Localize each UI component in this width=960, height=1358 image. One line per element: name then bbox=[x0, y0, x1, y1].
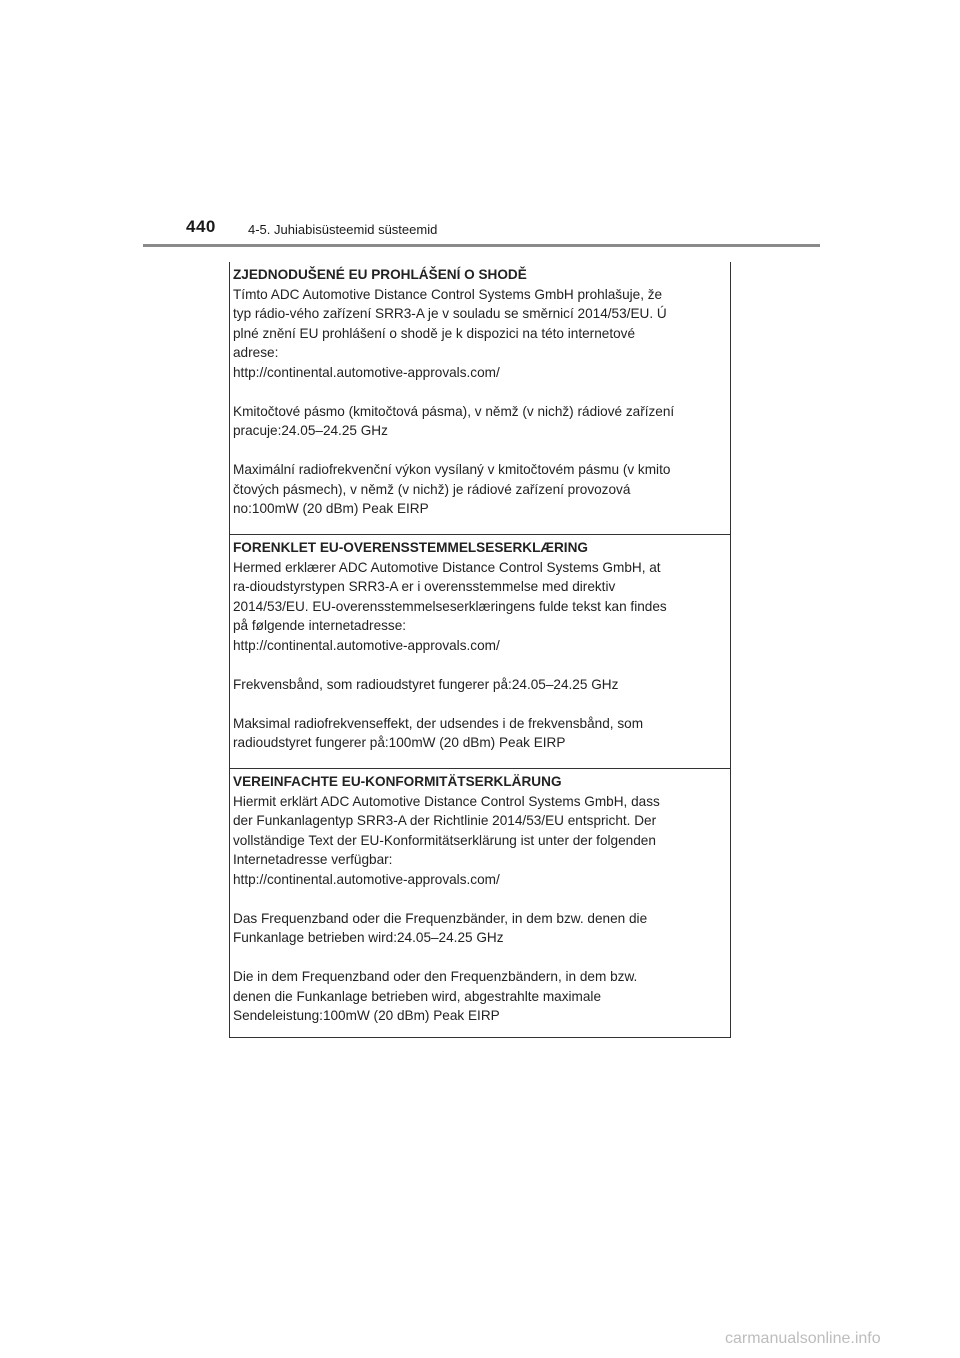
paragraph-spacer bbox=[233, 694, 727, 714]
declaration-section-danish bbox=[230, 534, 730, 768]
declaration-paragraph: Tímto ADC Automotive Distance Control Systems GmbH prohlašuje, že typ rádio-vého zařízení SRR3-A je v souladu se směrnicí 2014/53/EU. Ú plné znění EU prohlášení o shodě je k dispozici na této internetové adrese: http://continental.automotive-approvals.com/ bbox=[233, 286, 667, 380]
frequency-band-paragraph: Frekvensbånd, som radioudstyret fungerer på:24.05–24.25 GHz bbox=[233, 676, 619, 692]
section-title: 4-5. Juhiabisüsteemid süsteemid bbox=[248, 222, 438, 237]
max-power-paragraph: Die in dem Frequenzband oder den Frequenzbändern, in dem bzw. denen die Funkanlage betrieben wird, abgestrahlte maximale Sendeleistung:100mW (20 dBm) Peak EIRP bbox=[233, 969, 638, 1023]
watermark: carmanualsonline.info bbox=[725, 1330, 881, 1347]
declaration-paragraph: Hermed erklærer ADC Automotive Distance Control Systems GmbH, at ra-dioudstyrstypen SRR3-A er i overensstemmelse med direktiv 2014/53/EU. EU-overensstemmelseserklæringens fulde tekst kan findes på følgende internetadresse: http://continental.automotive-approvals.com/ bbox=[233, 559, 667, 653]
section-heading: ZJEDNODUŠENÉ EU PROHLÁŠENÍ O SHODĚ bbox=[233, 267, 527, 282]
frequency-band-paragraph: Das Frequenzband oder die Frequenzbänder, in dem bzw. denen die Funkanlage betrieben wird:24.05–24.25 GHz bbox=[233, 910, 648, 945]
max-power-paragraph: Maximální radiofrekvenční výkon vysílaný v kmitočtovém pásmu (v kmito čtových pásmech), v němž (v nichž) je rádiové zařízení provozová no:100mW (20 dBm) Peak EIRP bbox=[233, 462, 671, 516]
declaration-section-czech bbox=[230, 262, 730, 534]
declaration-paragraph: Hiermit erklärt ADC Automotive Distance Control Systems GmbH, dass der Funkanlagentyp SRR3-A der Richtlinie 2014/53/EU entspricht. Der vollständige Text der EU-Konformitätserklärung ist unter der folgenden Internetadresse verfügbar: http://continental.automotive-approvals.com/ bbox=[233, 793, 660, 887]
declaration-table bbox=[229, 262, 731, 1038]
paragraph-spacer bbox=[233, 382, 727, 402]
max-power-paragraph: Maksimal radiofrekvenseffekt, der udsendes i de frekvensbånd, som radioudstyret fungerer på:100mW (20 dBm) Peak EIRP bbox=[233, 715, 644, 750]
paragraph-spacer bbox=[233, 948, 727, 968]
page-number: 440 bbox=[186, 217, 216, 236]
paragraph-spacer bbox=[233, 889, 727, 909]
header-divider bbox=[143, 244, 820, 247]
paragraph-spacer bbox=[233, 655, 727, 675]
paragraph-spacer bbox=[233, 441, 727, 461]
section-heading: FORENKLET EU-OVERENSSTEMMELSESERKLÆRING bbox=[233, 540, 588, 555]
frequency-band-paragraph: Kmitočtové pásmo (kmitočtová pásma), v němž (v nichž) rádiové zařízení pracuje:24.05–24.25 GHz bbox=[233, 403, 675, 438]
section-heading: VEREINFACHTE EU-KONFORMITÄTSERKLÄRUNG bbox=[233, 774, 562, 789]
declaration-section-german bbox=[230, 768, 730, 1038]
page-header bbox=[143, 214, 820, 246]
